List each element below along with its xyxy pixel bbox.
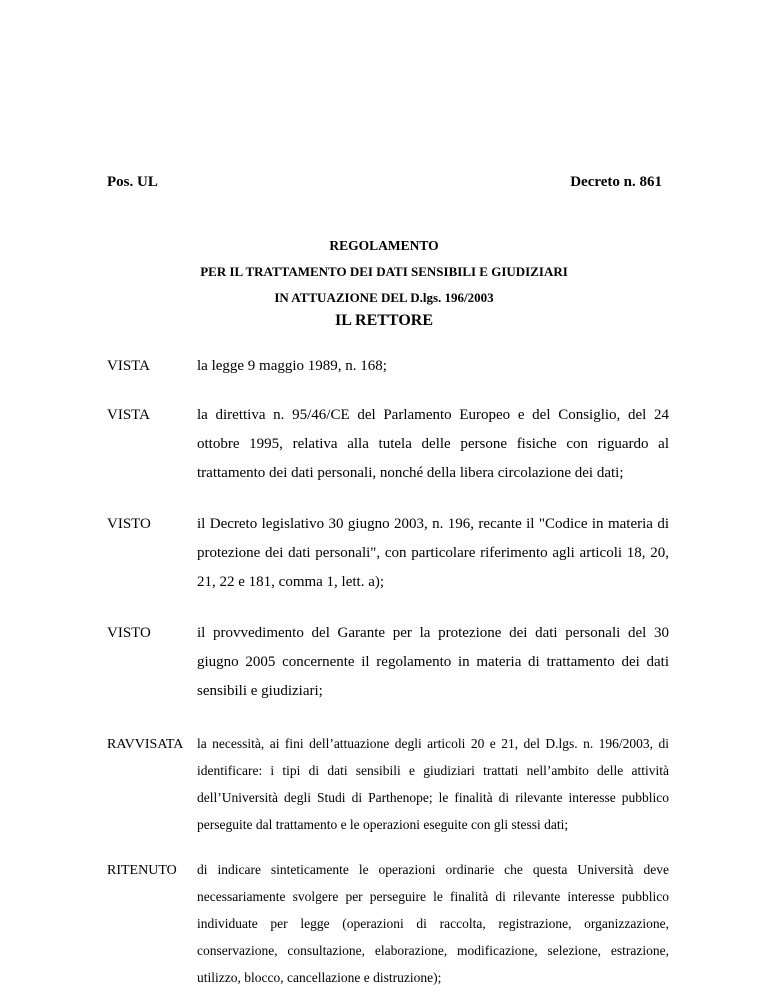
decree-number: Decreto n. 861: [570, 174, 662, 190]
title-line-3: IN ATTUAZIONE DEL D.lgs. 196/2003: [274, 290, 494, 305]
title-line-2: PER IL TRATTAMENTO DEI DATI SENSIBILI E GIUDIZIARI: [200, 264, 568, 279]
clause-text: il provvedimento del Garante per la protezione dei dati personali del 30 giugno 2005 concernente il regolamento in materia di trattamento dei dati sensibili e giudiziari;: [197, 625, 669, 699]
clause-text: la necessità, ai fini dell’attuazione degli articoli 20 e 21, del D.lgs. n. 196/2003, di identificare: i tipi di dati sensibili e giudiziari trattati nell’ambito delle attività dell’Università degli Studi di Parthenope; le finalità di rilevante interesse pubblico perseguite dal trattamento e le operazioni eseguite con gli stessi dati;: [197, 736, 669, 832]
position-code: Pos. UL: [107, 174, 158, 190]
clauses-list: [107, 352, 669, 991]
clause-label: RITENUTO: [107, 863, 177, 878]
clause-item: [107, 856, 669, 991]
rettore-heading: IL RETTORE: [335, 312, 433, 329]
clause-label: VISTO: [107, 516, 151, 532]
clause-item: [107, 510, 669, 597]
clause-label: VISTA: [107, 358, 150, 374]
clause-item: [107, 352, 669, 381]
title-line-1: REGOLAMENTO: [329, 238, 439, 253]
clause-label: RAVVISATA: [107, 737, 184, 752]
clause-text: la legge 9 maggio 1989, n. 168;: [197, 358, 387, 374]
clause-item: [107, 619, 669, 706]
clause-item: [107, 730, 669, 838]
clause-label: VISTO: [107, 625, 151, 641]
clause-item: [107, 401, 669, 488]
document-header: [107, 174, 662, 194]
clause-text: di indicare sinteticamente le operazioni ordinarie che questa Università deve necessariamente svolgere per perseguire le finalità di rilevante interesse pubblico individuate per legge (operazioni di raccolta, registrazione, organizzazione, conservazione, consultazione, elaborazione, modificazione, selezione, estrazione, utilizzo, blocco, cancellazione e distruzione);: [197, 862, 669, 985]
clause-text: il Decreto legislativo 30 giugno 2003, n. 196, recante il "Codice in materia di protezione dei dati personali", con particolare riferimento agli articoli 18, 20, 21, 22 e 181, comma 1, lett. a);: [197, 516, 669, 590]
clause-label: VISTA: [107, 407, 150, 423]
regulation-title: [0, 233, 768, 311]
clause-text: la direttiva n. 95/46/CE del Parlamento Europeo e del Consiglio, del 24 ottobre 1995, relativa alla tutela delle persone fisiche con riguardo al trattamento dei dati personali, nonché della libera circolazione dei dati;: [197, 407, 669, 481]
